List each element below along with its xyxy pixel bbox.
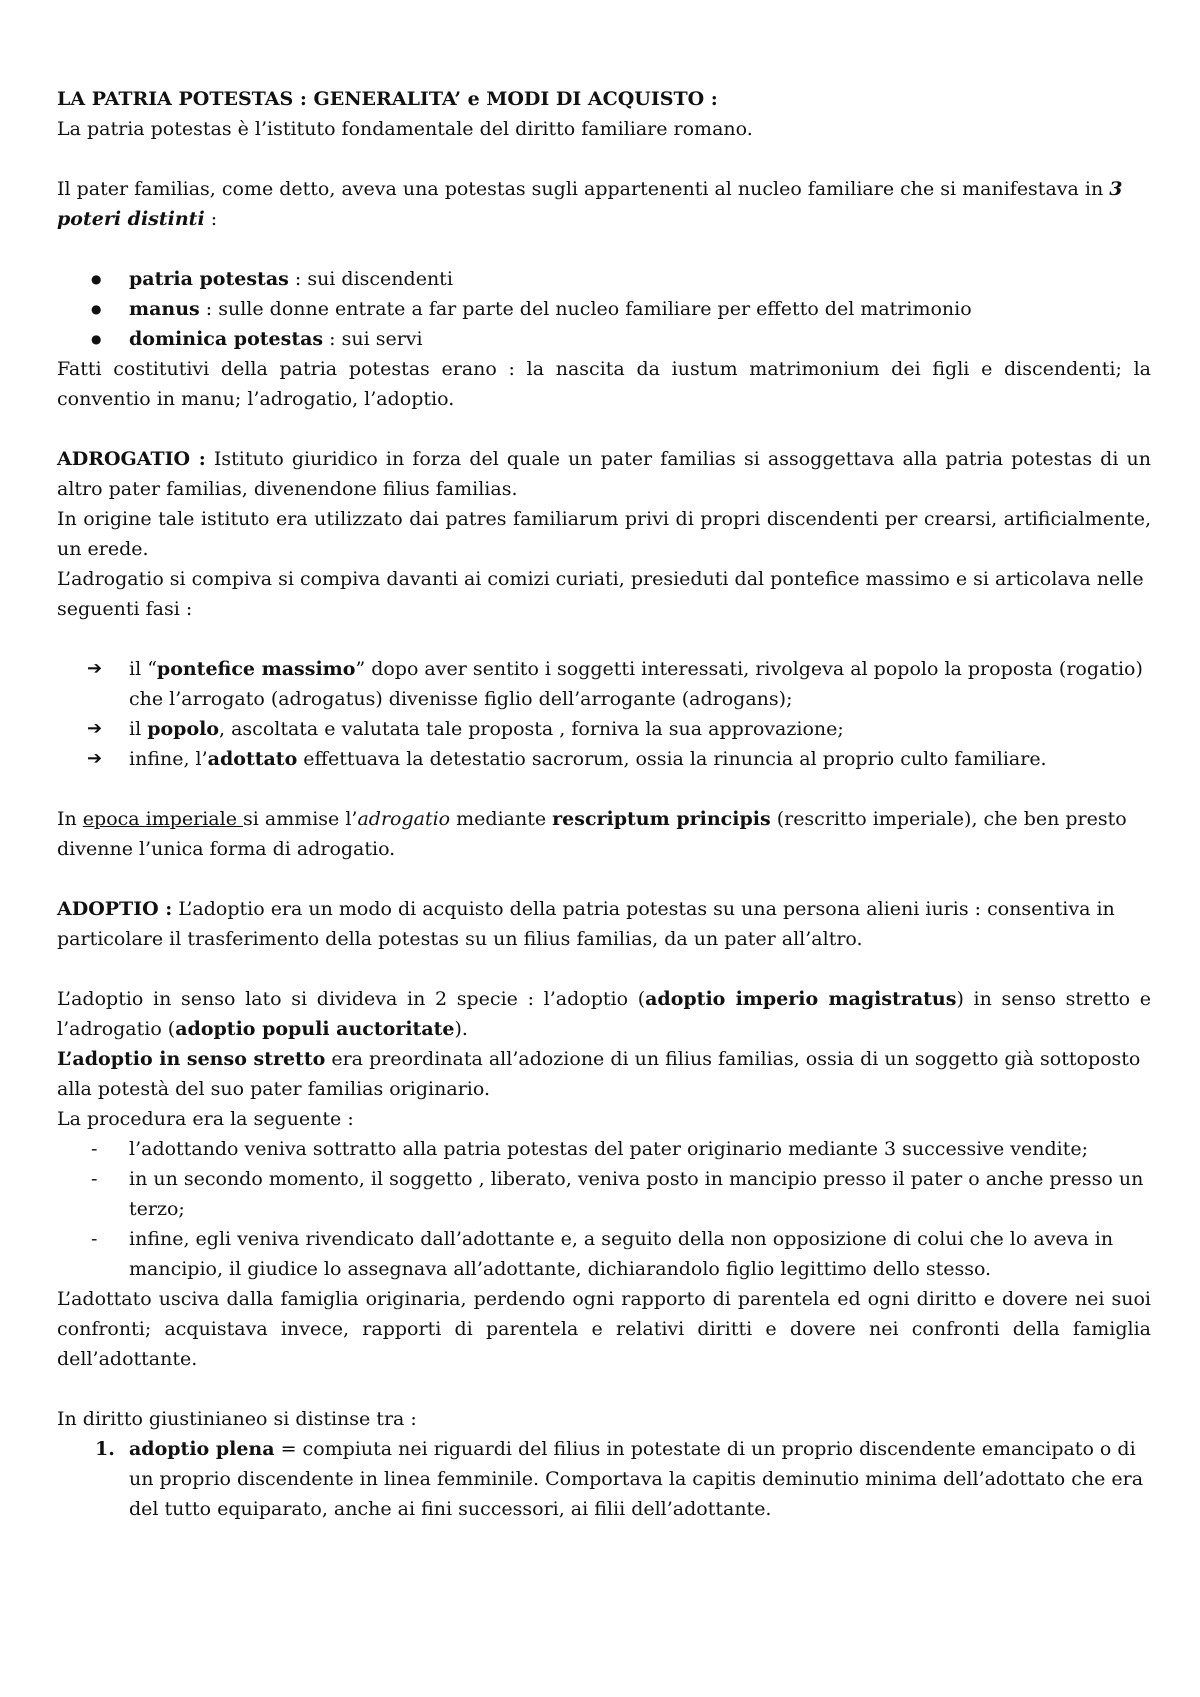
list-item: ● manus : sulle donne entrate a far parte del nucleo familiare per effetto del matrimonio: [57, 294, 1151, 324]
list-item: ➔ il popolo, ascoltata e valutata tale proposta , forniva la sua approvazione;: [57, 714, 1151, 744]
procedura-steps: [57, 1134, 1151, 1284]
adoptio-definition: ADOPTIO : L’adoptio era un modo di acquisto della patria potestas su una persona alieni iuris : consentiva in particolare il trasferimento della potestas su un filius familias, da un pater all’altro.: [57, 898, 1115, 950]
adrogatio-comizi: L’adrogatio si compiva si compiva davanti ai comizi curiati, presieduti dal pontefice massimo e si articolava nelle seguenti fasi :: [57, 568, 1144, 620]
procedura-heading: La procedura era la seguente :: [57, 1108, 354, 1130]
adrogatio-steps: [57, 654, 1151, 774]
list-item: ● dominica potestas : sui servi: [57, 324, 1151, 354]
adrogatio-definition: ADROGATIO : Istituto giuridico in forza del quale un pater familias si assoggettava alla patria potestas di un altro pater familias, divenendone filius familias.: [57, 448, 1151, 500]
list-item: ● patria potestas : sui discendenti: [57, 264, 1151, 294]
pater-paragraph: Il pater familias, come detto, aveva una potestas sugli appartenenti al nucleo familiare che si manifestava in 3 poteri distinti :: [57, 178, 1123, 230]
list-item: 1. adoptio plena = compiuta nei riguardi del filius in potestate di un proprio discendente emancipato o di un proprio discendente in linea femminile. Comportava la capitis deminutio minima dell’adottato che era del tutto equiparato, anche ai fini successori, ai filii dell’adottante.: [95, 1438, 1144, 1520]
list-item: ➔ infine, l’adottato effettuava la detestatio sacrorum, ossia la rinuncia al proprio culto familiare.: [57, 744, 1151, 774]
list-item: - in un secondo momento, il soggetto , liberato, veniva posto in mancipio presso il pater o anche presso un terzo;: [57, 1164, 1151, 1224]
giustinianeo-paragraph: In diritto giustinianeo si distinse tra :: [57, 1408, 417, 1430]
page-title: LA PATRIA POTESTAS : GENERALITA’ e MODI DI ACQUISTO :: [57, 88, 718, 110]
list-item: - infine, egli veniva rivendicato dall’adottante e, a seguito della non opposizione di colui che lo aveva in mancipio, il giudice lo assegnava all’adottante, dichiarandolo figlio legittimo dello stesso.: [57, 1224, 1151, 1284]
intro-paragraph: La patria potestas è l’istituto fondamentale del diritto familiare romano.: [57, 118, 753, 140]
list-item: ➔ il “pontefice massimo” dopo aver sentito i soggetti interessati, rivolgeva al popolo la proposta (rogatio) che l’arrogato (adrogatus) divenisse figlio dell’arrogante (adrogans);: [57, 654, 1151, 714]
list-item: - l’adottando veniva sottratto alla patria potestas del pater originario mediante 3 successive vendite;: [57, 1134, 1151, 1164]
adoptio-strict: L’adoptio in senso stretto era preordinata all’adozione di un filius familias, ossia di un soggetto già sottoposto alla potestà del suo pater familias originario.: [57, 1048, 1141, 1100]
adrogatio-origin: In origine tale istituto era utilizzato dai patres familiarum privi di propri discendenti per crearsi, artificialmente, un erede.: [57, 508, 1151, 560]
imperial-paragraph: In epoca imperiale si ammise l’adrogatio mediante rescriptum principis (rescritto imperiale), che ben presto divenne l’unica forma di adrogatio.: [57, 808, 1127, 860]
adoptio-types-list: [57, 1434, 1151, 1524]
fatti-paragraph: Fatti costitutivi della patria potestas erano : la nascita da iustum matrimonium dei figli e discendenti; la conventio in manu; l’adrogatio, l’adoptio.: [57, 358, 1151, 410]
powers-list: [57, 264, 1151, 354]
adoptio-species: L’adoptio in senso lato si divideva in 2 specie : l’adoptio (adoptio imperio magistratus) in senso stretto e l’adrogatio (adoptio populi auctoritate).: [57, 988, 1151, 1040]
effect-paragraph: L’adottato usciva dalla famiglia originaria, perdendo ogni rapporto di parentela ed ogni diritto e dovere nei suoi confronti; acquistava invece, rapporti di parentela e relativi diritti e dovere nei confronti della famiglia dell’adottante.: [57, 1288, 1151, 1370]
